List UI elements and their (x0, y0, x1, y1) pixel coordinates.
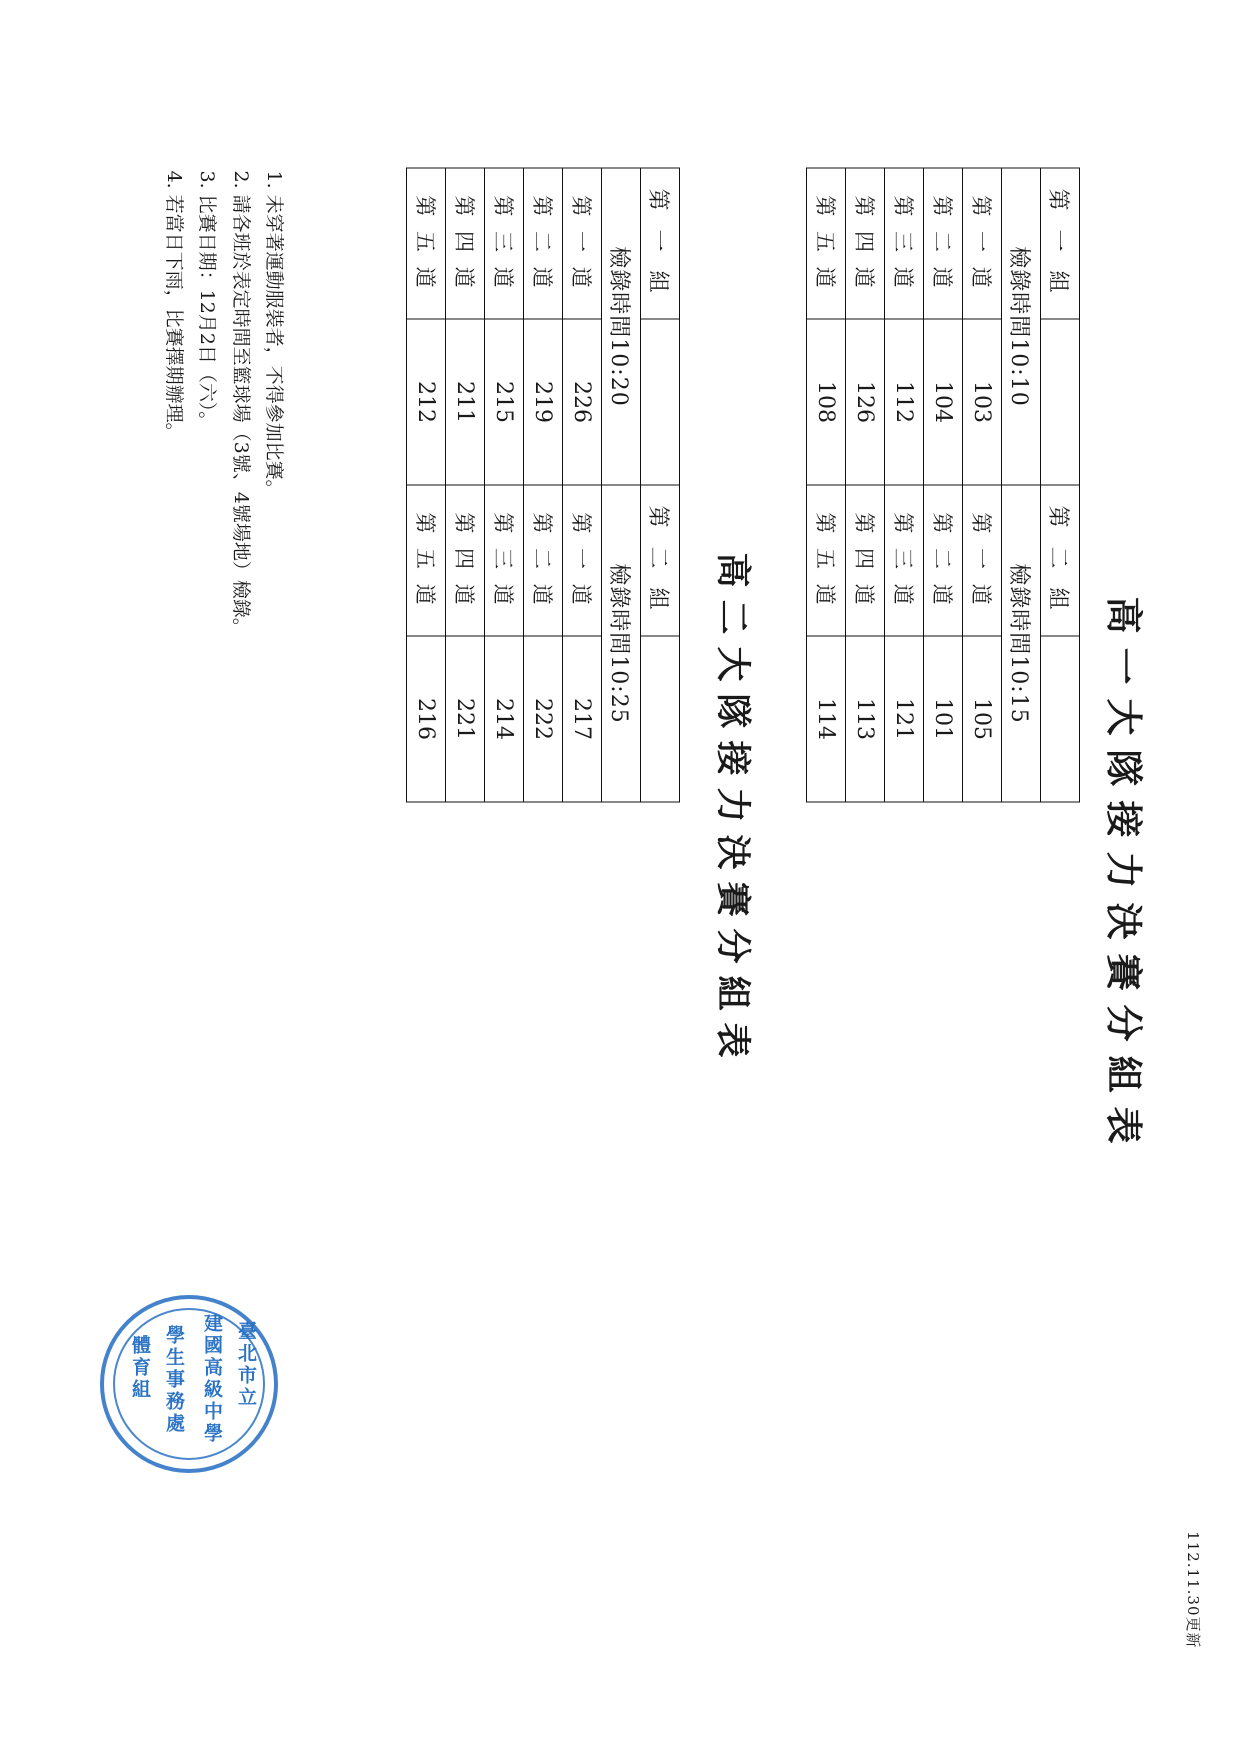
table-row-group-header (641, 168, 680, 802)
grade2-group2-label: 第 二 組 (641, 485, 680, 636)
grade2-g2-number-1: 217 (563, 636, 602, 802)
grade1-group1-label: 第 一 組 (1041, 168, 1080, 319)
grade1-group2-time: 檢錄時間10:15 (1002, 485, 1041, 802)
grade1-g1-lane-5: 第 五 道 (807, 168, 846, 319)
grade1-g1-number-2: 104 (924, 319, 963, 485)
grade2-g1-number-1: 226 (563, 319, 602, 485)
page-title: 高一大隊接力決賽分組表 (1102, 596, 1146, 1157)
grade1-g2-lane-1: 第 一 道 (963, 485, 1002, 636)
seal-text (100, 1295, 278, 1473)
table-row (885, 168, 924, 802)
grade2-g1-lane-5: 第 五 道 (407, 168, 446, 319)
seal-column-3: 學生事務處 (163, 1325, 185, 1435)
grade1-group1-time: 檢錄時間10:10 (1002, 168, 1041, 485)
grade1-g2-number-5: 114 (807, 636, 846, 802)
grade1-g1-lane-2: 第 二 道 (924, 168, 963, 319)
seal-column-2: 建國高級中學 (201, 1313, 223, 1445)
grade2-g1-lane-2: 第 二 道 (524, 168, 563, 319)
grade1-g2-lane-3: 第 三 道 (885, 485, 924, 636)
note-item-1: 1. 未穿著運動服裝者，不得參加比賽。 (263, 170, 285, 499)
grade2-group2-spacer (641, 636, 680, 802)
seal-column-1: 臺北市立 (235, 1321, 257, 1409)
grade2-g1-number-5: 212 (407, 319, 446, 485)
grade1-g1-lane-1: 第 一 道 (963, 168, 1002, 319)
grade1-group2-spacer (1041, 636, 1080, 802)
grade1-group1-spacer (1041, 319, 1080, 485)
section-title-grade2: 高二大隊接力決賽分組表 (712, 552, 753, 1070)
grade2-g1-number-2: 219 (524, 319, 563, 485)
grade2-g1-lane-1: 第 一 道 (563, 168, 602, 319)
grade2-group1-time: 檢錄時間10:20 (602, 168, 641, 485)
grade1-g1-lane-4: 第 四 道 (846, 168, 885, 319)
table-row (446, 168, 485, 802)
grade1-g1-number-5: 108 (807, 319, 846, 485)
table-row-group-header (1041, 168, 1080, 802)
grade2-g2-number-5: 216 (407, 636, 446, 802)
grade2-g2-lane-3: 第 三 道 (485, 485, 524, 636)
grade1-g1-number-4: 126 (846, 319, 885, 485)
table-row-time-header (602, 168, 641, 802)
grade1-g2-number-4: 113 (846, 636, 885, 802)
update-stamp: 112.11.30更新 (1184, 1530, 1202, 1648)
grade1-g1-lane-3: 第 三 道 (885, 168, 924, 319)
grade1-g2-number-2: 101 (924, 636, 963, 802)
grade1-g1-number-3: 112 (885, 319, 924, 485)
grade2-g1-number-4: 211 (446, 319, 485, 485)
table-row (563, 168, 602, 802)
grade1-g1-number-1: 103 (963, 319, 1002, 485)
note-item-4: 4. 若當日下雨，比賽擇期辦理。 (163, 170, 186, 442)
grade2-group1-label: 第 一 組 (641, 168, 680, 319)
grade1-g2-number-3: 121 (885, 636, 924, 802)
table-row-time-header (1002, 168, 1041, 802)
grade2-g1-lane-3: 第 三 道 (485, 168, 524, 319)
grade2-g1-number-3: 215 (485, 319, 524, 485)
grade2-group1-spacer (641, 319, 680, 485)
grade1-g2-number-1: 105 (963, 636, 1002, 802)
grade2-g2-number-3: 214 (485, 636, 524, 802)
table-row (963, 168, 1002, 802)
grade2-g1-lane-4: 第 四 道 (446, 168, 485, 319)
table-row (524, 168, 563, 802)
note-item-3: 3. 比賽日期：12月2日（六）。 (196, 170, 219, 430)
grade1-g2-lane-5: 第 五 道 (807, 485, 846, 636)
grade1-schedule-table (806, 167, 1080, 802)
table-row (924, 168, 963, 802)
grade2-g2-lane-5: 第 五 道 (407, 485, 446, 636)
table-row (846, 168, 885, 802)
grade2-g2-lane-2: 第 二 道 (524, 485, 563, 636)
seal-column-4: 體育組 (129, 1335, 151, 1401)
table-row (807, 168, 846, 802)
grade2-group2-time: 檢錄時間10:25 (602, 485, 641, 802)
grade2-g2-number-4: 221 (446, 636, 485, 802)
grade1-group2-label: 第 二 組 (1041, 485, 1080, 636)
grade2-g2-lane-4: 第 四 道 (446, 485, 485, 636)
grade1-g2-lane-4: 第 四 道 (846, 485, 885, 636)
grade1-g2-lane-2: 第 二 道 (924, 485, 963, 636)
grade2-g2-lane-1: 第 一 道 (563, 485, 602, 636)
grade2-g2-number-2: 222 (524, 636, 563, 802)
grade2-schedule-table (406, 167, 680, 802)
note-item-2: 2. 請各班於表定時間至籃球場（3號、4號場地）檢錄。 (229, 170, 252, 637)
table-row (485, 168, 524, 802)
table-row (407, 168, 446, 802)
